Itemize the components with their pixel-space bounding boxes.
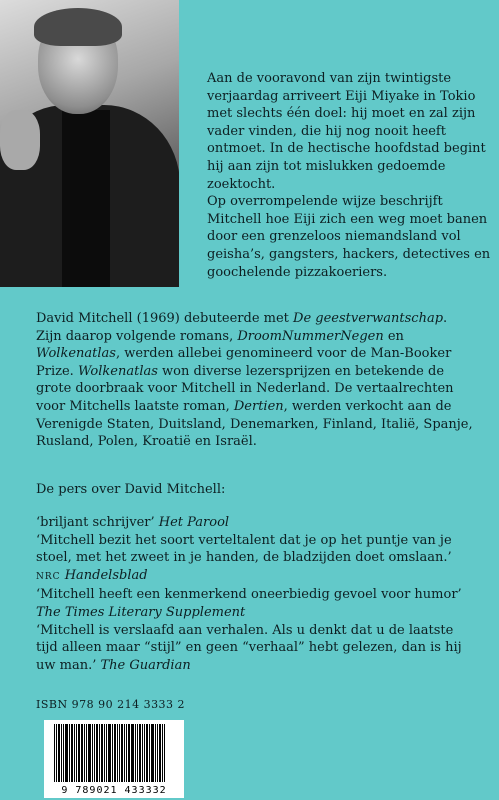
press-quote <box>36 514 476 532</box>
quote-text: ‘Mitchell heeft een kenmerkend oneerbiedig gevoel voor humor’ <box>36 587 462 603</box>
quote-source: Handelsblad <box>64 567 148 583</box>
blurb <box>207 70 492 281</box>
press-quotes <box>36 514 476 674</box>
author-bio <box>36 310 476 451</box>
press-quote <box>36 586 476 621</box>
bio-text: won diverse lezersprijzen en betekende de grote doorbraak voor Mitchell in Nederland. De vertaalrechten voor Mitchells laatste roman, <box>36 363 454 414</box>
barcode-bars <box>54 724 178 782</box>
quote-source: The Times Literary Supplement <box>36 604 246 620</box>
quote-source: The Guardian <box>100 657 191 673</box>
bio-book-title: Wolkenatlas <box>77 363 158 379</box>
bio-text: en <box>383 328 404 344</box>
bio-text: David Mitchell (1969) debuteerde met <box>36 311 294 326</box>
quote-text: ‘Mitchell bezit het soort verteltalent dat je op het puntje van je stoel, met het zweet in je handen, de bladzijden doet omslaan.’ <box>36 532 452 566</box>
bio-text: , werden allebei genomineerd voor de Man-Booker Prize. <box>36 346 452 379</box>
quote-text: ‘Mitchell is verslaafd aan verhalen. Als u denkt dat u de laatste tijd alleen maar “stijl” en geen “verhaal” hebt gelezen, dan is hij uw man.’ <box>36 622 462 673</box>
press-quote <box>36 532 476 587</box>
bio-book-title: Wolkenatlas <box>36 346 116 362</box>
press-quote <box>36 622 476 675</box>
bio-text: . Zijn daarop volgende romans, <box>36 311 448 344</box>
blurb-paragraph-2: Op overrompelende wijze beschrijft Mitchell hoe Eiji zich een weg moet banen door een grenzeloos niemandsland vol geisha’s, gangsters, hackers, detectives en goochelende pizzakoeriers. <box>207 194 491 280</box>
blurb-paragraph-1: Aan de vooravond van zijn twintigste verjaardag arriveert Eiji Miyake in Tokio met slechts één doel: hij moet en zal zijn vader vinden, die hij nog nooit heeft ontmoet. In de hectische hoofdstad begint hij aan zijn tot mislukken gedoemde zoektocht. <box>207 71 486 192</box>
quote-source-nrc: NRC <box>36 571 61 582</box>
bio-book-title: Dertien <box>233 398 284 414</box>
author-photo <box>0 0 179 287</box>
isbn: ISBN 978 90 214 3333 2 <box>36 698 186 711</box>
barcode <box>44 720 184 798</box>
bio-book-title: DroomNummerNegen <box>237 328 384 344</box>
barcode-number: 9 789021 433332 <box>61 785 167 796</box>
quote-source: Het Parool <box>158 515 230 530</box>
bio-text: , werden verkocht aan de Verenigde Staten, Duitsland, Denemarken, Finland, Italië, Spanje, Rusland, Polen, Kroatië en Israël. <box>36 398 473 450</box>
bio-book-title: De geestverwantschap <box>293 311 444 326</box>
quote-text: ‘briljant schrijver’ <box>36 515 155 530</box>
press-heading: De pers over David Mitchell: <box>36 482 226 497</box>
